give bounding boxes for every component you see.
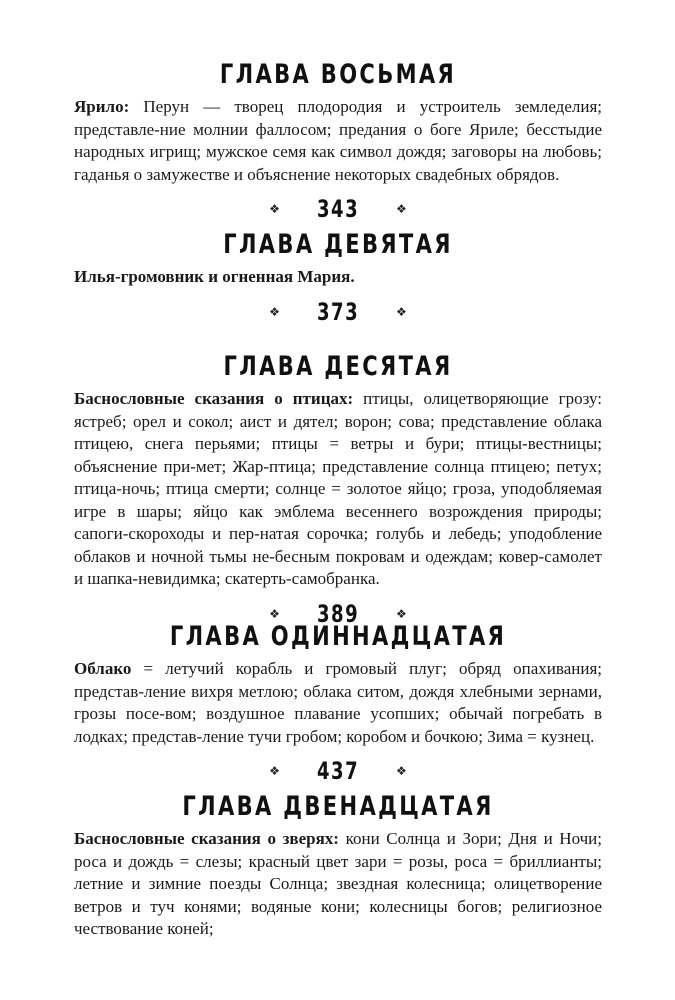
chapter-summary-text: Перун — творец плодородия и устроитель земледелия; представле-ние молнии фаллосом; предания о боге Яриле; бесстыдие народных игрищ; мужское семя как символ дождя; заговоры на любовь; гаданья о замужестве и объяснение некоторых свадебных обрядов.: [74, 97, 602, 184]
ornament-right-icon: ❖: [396, 202, 407, 216]
ornament-left-icon: ❖: [269, 202, 280, 216]
page-number-marker: [74, 297, 602, 327]
chapter-summary-text: кони Солнца и Зори; Дня и Ночи; роса и дождь = слезы; красный цвет зари = розы, роса = бриллианты; летние и зимние поезды Солнца; звездная колесница; олицетворение ветров и туч конями; водяные кони; колесницы богов; религиозное чествование коней;: [74, 829, 602, 938]
chapter-entry-12: [74, 790, 602, 941]
chapter-summary: [74, 266, 602, 289]
page-number: 343: [316, 195, 360, 223]
chapter-summary-lead: Баснословные сказания о зверях:: [74, 829, 339, 848]
chapter-entry-11: [74, 620, 602, 786]
chapter-entry-8: [74, 58, 602, 224]
ornament-right-icon: ❖: [396, 606, 407, 621]
chapter-entry-9: [74, 228, 602, 327]
page-number: 389: [316, 599, 360, 628]
ornament-right-icon: ❖: [396, 764, 407, 778]
ornament-left-icon: ❖: [269, 606, 280, 621]
chapter-title: ГЛАВА ДВЕНАДЦАТАЯ: [182, 791, 494, 822]
chapter-summary: [74, 96, 602, 186]
ornament-right-icon: ❖: [396, 304, 407, 319]
chapter-title: ГЛАВА ВОСЬМАЯ: [219, 59, 457, 90]
chapter-summary: [74, 658, 602, 748]
chapter-summary: [74, 828, 602, 941]
chapter-summary-lead: Илья-громовник и огненная Мария.: [74, 267, 355, 286]
chapter-summary-lead: Ярило:: [74, 97, 130, 116]
chapter-summary-text: = летучий корабль и громовый плуг; обряд опахивания; представ-ление вихря метлою; облака ситом, дождя хлебными зернами, грозы посе-вом; воздушное плавание усопших; обычай погребать в лодках; представ-ление тучи гробом; коробом и бочкою; Зима = кузнец.: [74, 659, 602, 746]
chapter-summary-text: птицы, олицетворяющие грозу: ястреб; орел и сокол; аист и дятел; ворон; сова; представление облака птицею, снега перьями; птицы = ветры и бури; птицы-вестницы; объяснение при-мет; Жар-птица; представление солнца птицею; петух; птица-ночь; птица смерти; солнце = золотое яйцо; гроза, уподобляемая игре в шары; яйцо как эмблема весеннего возрождения природы; сапоги-скороходы и пер-натая сорочка; голубь и лебедь; уподобление облаков и ночной тьмы не-бесным покровам и одеждам; ковер-самолет и шапка-невидимка; скатерть-самобранка.: [74, 389, 602, 588]
chapter-summary: [74, 388, 602, 591]
page-number: 437: [316, 757, 360, 785]
chapter-title: ГЛАВА ДЕСЯТАЯ: [223, 351, 453, 382]
chapter-entry-10: [74, 350, 602, 629]
chapter-title: ГЛАВА ДЕВЯТАЯ: [223, 229, 453, 260]
page-number-marker: [74, 194, 602, 224]
ornament-left-icon: ❖: [269, 304, 280, 319]
chapter-title: ГЛАВА ОДИННАДЦАТАЯ: [169, 621, 507, 652]
page-number: 373: [316, 297, 360, 326]
chapter-summary-lead: Облако: [74, 659, 132, 678]
chapter-summary-lead: Баснословные сказания о птицах:: [74, 389, 354, 408]
ornament-left-icon: ❖: [269, 764, 280, 778]
page-number-marker: [74, 756, 602, 786]
